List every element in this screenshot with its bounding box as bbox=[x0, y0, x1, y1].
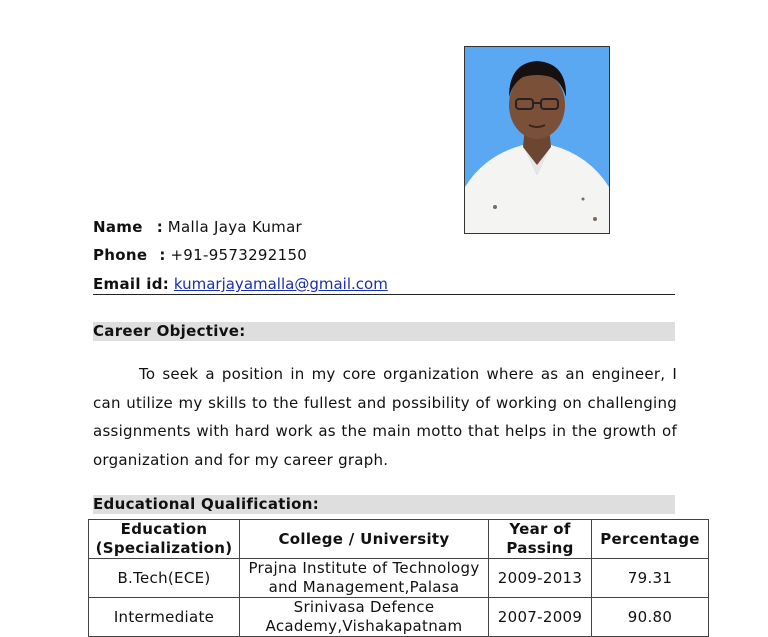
cell-college bbox=[240, 598, 489, 637]
cell-year: 2007-2009 bbox=[489, 598, 592, 637]
phone-row bbox=[93, 245, 307, 265]
col-college: College / University bbox=[240, 520, 489, 559]
phone-separator: : bbox=[159, 246, 166, 264]
career-objective-text bbox=[93, 360, 677, 474]
cell-college bbox=[240, 559, 489, 598]
col-percentage: Percentage bbox=[592, 520, 709, 559]
table-row bbox=[89, 598, 709, 637]
col-education-line1: Education bbox=[120, 520, 208, 538]
education-table bbox=[88, 519, 709, 637]
email-row bbox=[93, 274, 388, 294]
profile-photo-image bbox=[465, 47, 609, 233]
col-year-line1: Year of bbox=[509, 520, 571, 538]
career-objective-heading: Career Objective: bbox=[93, 322, 675, 341]
table-row bbox=[89, 559, 709, 598]
cell-percentage: 90.80 bbox=[592, 598, 709, 637]
cell-college-line1: Prajna Institute of Technology bbox=[248, 559, 480, 577]
cell-percentage: 79.31 bbox=[592, 559, 709, 598]
cell-education: B.Tech(ECE) bbox=[89, 559, 240, 598]
name-value: Malla Jaya Kumar bbox=[167, 218, 303, 236]
col-education-line2: (Specialization) bbox=[95, 539, 233, 557]
cell-college-line2: and Management,Palasa bbox=[268, 578, 460, 596]
name-label: Name bbox=[93, 218, 143, 236]
header-divider bbox=[93, 294, 675, 295]
career-objective-body: To seek a position in my core organization where as an engineer, I can utilize my skills to the fullest and possibility of working on challenging assignments with hard work as the main motto that helps in the growth of organization and for my career graph. bbox=[93, 365, 677, 469]
cell-college-line1: Srinivasa Defence bbox=[293, 598, 435, 616]
name-row bbox=[93, 217, 302, 237]
education-heading: Educational Qualification: bbox=[93, 495, 675, 514]
cell-year: 2009-2013 bbox=[489, 559, 592, 598]
cell-education: Intermediate bbox=[89, 598, 240, 637]
cell-college-line2: Academy,Vishakapatnam bbox=[265, 617, 463, 635]
email-label: Email id: bbox=[93, 275, 170, 293]
col-year bbox=[489, 520, 592, 559]
col-year-line2: Passing bbox=[506, 539, 574, 557]
profile-photo bbox=[464, 46, 610, 234]
email-link[interactable]: kumarjayamalla@gmail.com bbox=[173, 275, 388, 293]
col-education bbox=[89, 520, 240, 559]
name-separator: : bbox=[156, 218, 163, 236]
phone-value: +91-9573292150 bbox=[170, 246, 308, 264]
phone-label: Phone bbox=[93, 246, 148, 264]
education-table-header bbox=[89, 520, 709, 559]
